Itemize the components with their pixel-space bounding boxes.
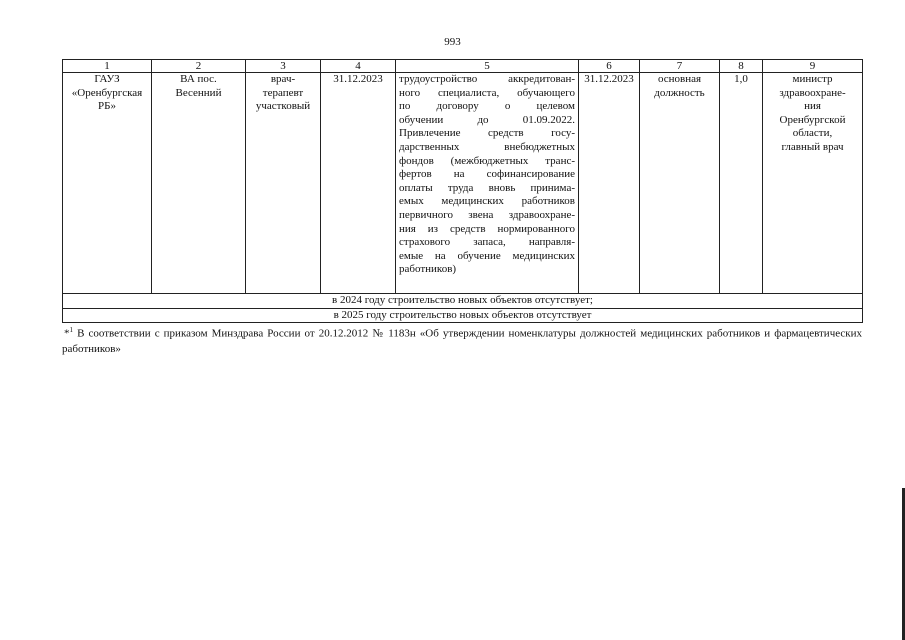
footnote-text: В соответствии с приказом Минздрава России от 20.12.2012 № 1183н «Об утверждении номенклатуры должностей медицинских работников и фармацевтических работников» xyxy=(62,327,862,355)
cell-organization: ГАУЗ «Оренбургская РБ» xyxy=(63,73,152,294)
cell-measures: трудоустройство аккредитован- ного специалиста, обучающего по договору о целевом обучении до 01.09.2022. Привлечение средств госу- дарственных внебюджетных фондов (межбюджетных транс- фертов на софинансирование оплаты труда вновь принима- емых медицинских работников первичного звена здравоохране- ния из средств нормированного страхового запаса, направля- емые на обучение медицинских работников) xyxy=(396,73,579,294)
cell-position-type: основная должность xyxy=(640,73,720,294)
span-cell-2024: в 2024 году строительство новых объектов отсутствует; xyxy=(63,294,863,309)
cell-position: врач- терапевт участковый xyxy=(246,73,321,294)
table-row xyxy=(63,73,863,294)
span-cell-2025: в 2025 году строительство новых объектов отсутствует xyxy=(63,308,863,323)
column-number: 8 xyxy=(720,60,763,73)
column-number: 9 xyxy=(763,60,863,73)
column-number: 6 xyxy=(579,60,640,73)
table-header-row xyxy=(63,60,863,73)
cell-unit: ВА пос. Весенний xyxy=(152,73,246,294)
span-row-2025 xyxy=(63,308,863,323)
cell-deadline: 31.12.2023 xyxy=(579,73,640,294)
column-number: 5 xyxy=(396,60,579,73)
cell-date: 31.12.2023 xyxy=(321,73,396,294)
footnote-marker: * xyxy=(64,327,70,340)
column-number: 2 xyxy=(152,60,246,73)
footnote xyxy=(62,323,862,357)
span-row-2024 xyxy=(63,294,863,309)
column-number: 4 xyxy=(321,60,396,73)
footnote-sup: 1 xyxy=(69,326,73,334)
column-number: 3 xyxy=(246,60,321,73)
cell-responsible: министр здравоохране- ния Оренбургской области, главный врач xyxy=(763,73,863,294)
column-number: 1 xyxy=(63,60,152,73)
column-number: 7 xyxy=(640,60,720,73)
page-number: 993 xyxy=(444,36,461,48)
staffing-table xyxy=(62,59,863,323)
cell-rate: 1,0 xyxy=(720,73,763,294)
